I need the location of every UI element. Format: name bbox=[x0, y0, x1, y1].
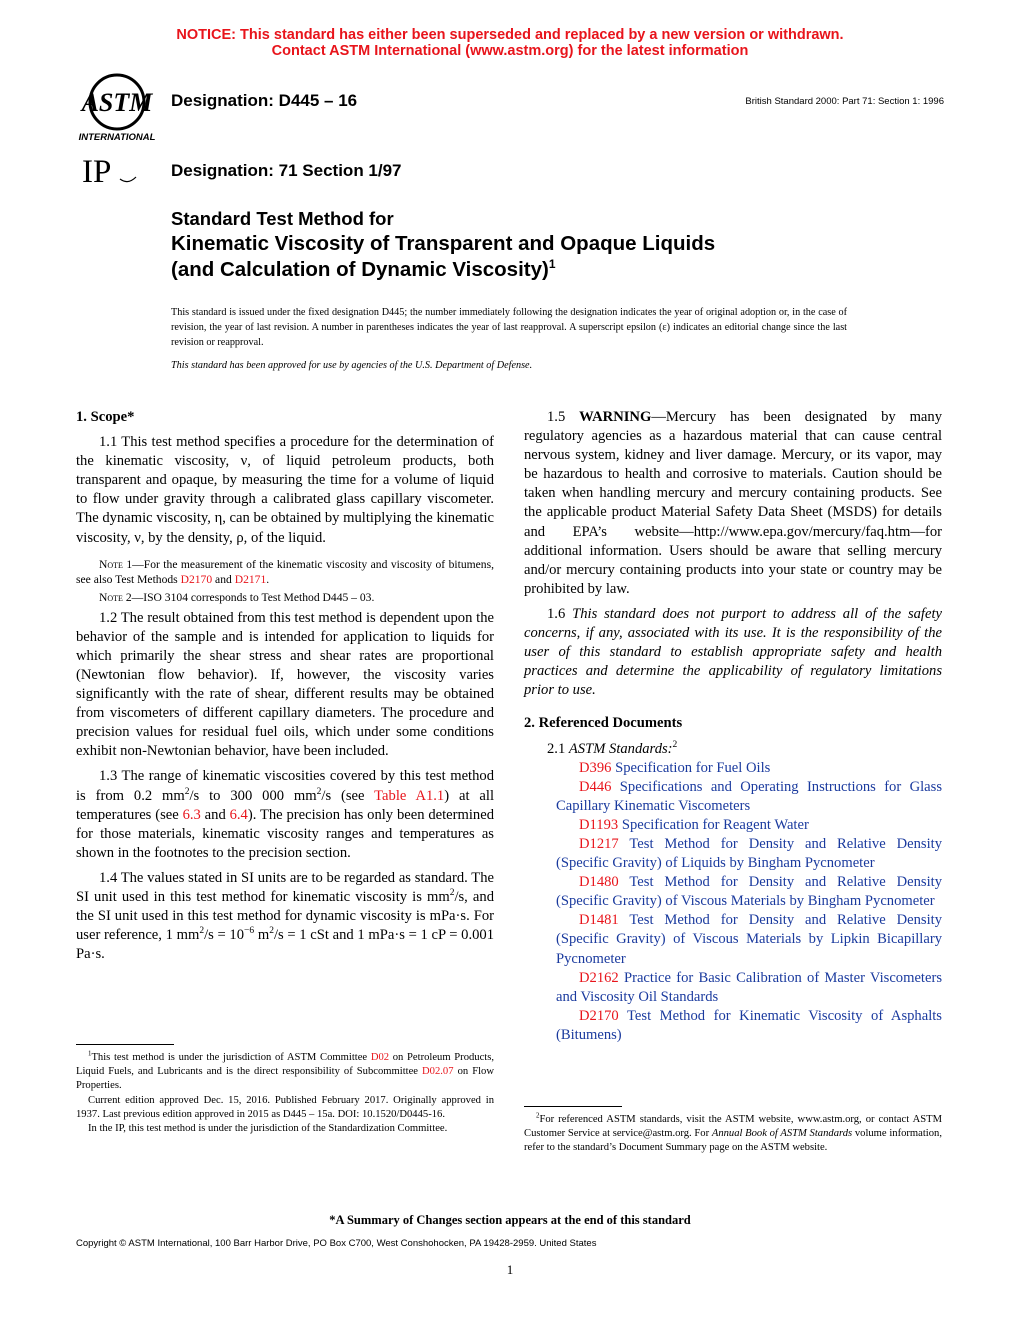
ref-item[interactable]: D1193 Specification for Reagent Water bbox=[579, 816, 809, 833]
ref-link-table-a1-1[interactable]: Table A1.1 bbox=[374, 787, 445, 804]
astm-logo-text: ASTM bbox=[81, 88, 153, 117]
scope-1-2: 1.2 The result obtained from this test method is dependent upon the behavior of the sample and is intended for application to liquids for which primarily the shear stress and shear rates are proportional (Newtonian flow behavior). If, however, the viscosity varies significantly with the rate of shear, different results may be obtained from viscometers of different capillary diameters. The procedure and precision values for residual fuel oils, which under some conditions exhibit non-Newtonian behavior, have been included. bbox=[76, 609, 494, 760]
footnote-rule-left bbox=[76, 1044, 174, 1045]
approved-text: This standard has been approved for use by agencies of the U.S. Department of Defense. bbox=[171, 360, 533, 371]
ref-item[interactable]: D1217 Test Method for Density and Relative Density (Specific Gravity) of Liquids by Bingham Pycnometer bbox=[556, 835, 942, 872]
title-line-2: Kinematic Viscosity of Transparent and Opaque Liquids bbox=[171, 232, 716, 255]
ref-item[interactable]: D1480 Test Method for Density and Relative Density (Specific Gravity) of Viscous Materials by Bingham Pycnometer bbox=[556, 874, 942, 910]
footnote-2 bbox=[524, 1113, 942, 1156]
ref-link-6-3[interactable]: 6.3 bbox=[182, 806, 201, 823]
ref-item[interactable]: D396 Specification for Fuel Oils bbox=[579, 759, 771, 776]
ref-link-d2170[interactable]: D2170 bbox=[180, 572, 213, 586]
ref-item[interactable]: D446 Specifications and Operating Instructions for Glass Capillary Kinematic Viscometers bbox=[556, 778, 942, 814]
footnote-1-p2: Current edition approved Dec. 15, 2016. Published February 2017. Originally approved in 1937. Last previous edition approved in 2015 as D445 – 15a. DOI: 10.1520/D0445-16. bbox=[76, 1094, 494, 1120]
scope-heading: 1. Scope* bbox=[76, 409, 135, 425]
astm-logo-sub: INTERNATIONAL bbox=[78, 132, 156, 143]
footnote-1-p3: In the IP, this test method is under the jurisdiction of the Standardization Committee. bbox=[88, 1123, 448, 1135]
notice-line-2: Contact ASTM International (www.astm.org) for the latest information bbox=[271, 43, 749, 59]
astm-standards-label: 2.1 ASTM Standards:$^2$ bbox=[547, 739, 678, 757]
right-column bbox=[524, 408, 942, 1045]
scope-1-3: 1.3 The range of kinematic viscosities covered by this test method is from 0.2 $mm^2/s$ to 300 000 $mm^2/s$ (see Table A1.1) at all temperatures (see 6.3 and 6.4). The precision has only been determined for those materials, kinematic viscosity ranges and temperatures as shown in the footnotes to the precision section. bbox=[76, 768, 495, 861]
referenced-documents-heading: 2. Referenced Documents bbox=[524, 715, 683, 732]
copyright: Copyright © ASTM International, 100 Barr Harbor Drive, PO Box C700, West Conshohocken, PA 19428-2959. United States bbox=[76, 1238, 597, 1249]
ref-link-6-4[interactable]: 6.4 bbox=[229, 806, 248, 823]
ref-link-d02[interactable]: D02 bbox=[370, 1052, 390, 1063]
title-line-3: (and Calculation of Dynamic Viscosity)$^1$ bbox=[171, 257, 556, 281]
note-2: Note 2—ISO 3104 corresponds to Test Method D445 – 03. bbox=[99, 590, 375, 604]
designation-astm: Designation: D445 – 16 bbox=[171, 91, 358, 110]
notice-line-1: NOTICE: This standard has either been superseded and replaced by a new version or withdrawn. bbox=[176, 27, 844, 43]
scope-1-6: 1.6 This standard does not purport to address all of the safety concerns, if any, associated with its use. It is the responsibility of the user of this standard to establish appropriate safety and health practices and determine the applicability of regulatory limitations prior to use. bbox=[524, 605, 942, 699]
astm-logo bbox=[74, 72, 160, 144]
note-1: Note 1—For the measurement of the kinematic viscosity and viscosity of bitumens, see also Test Methods D2170 and D2171. bbox=[76, 557, 494, 586]
ref-item[interactable]: D2162 Practice for Basic Calibration of Master Viscometers and Viscosity Oil Standards bbox=[556, 969, 942, 1005]
footnote-rule-right bbox=[524, 1106, 622, 1107]
footnote-1 bbox=[76, 1051, 494, 1136]
footnote-2-text: $^2$For referenced ASTM standards, visit the ASTM website, www.astm.org, or contact ASTM Customer Service at service@astm.org. For Annual Book of ASTM Standards volume information, refer to the standard’s Document Summary page on the ASTM website. bbox=[524, 1112, 942, 1154]
title-line-1: Standard Test Method for bbox=[171, 208, 394, 229]
page-title bbox=[171, 207, 715, 283]
designation-ip: Designation: 71 Section 1/97 bbox=[171, 161, 402, 180]
ref-item[interactable]: D2170 Test Method for Kinematic Viscosity of Asphalts (Bitumens) bbox=[556, 1007, 942, 1043]
left-column bbox=[76, 408, 494, 964]
ip-logo-text: IP bbox=[82, 154, 112, 190]
page-number: 1 bbox=[506, 1262, 514, 1277]
british-standard: British Standard 2000: Part 71: Section 1: 1996 bbox=[745, 96, 944, 107]
scope-1-1: 1.1 This test method specifies a procedure for the determination of the kinematic viscosity, ν, of liquid petroleum products, both transparent and opaque, by measuring the time for a volume of liquid to flow under gravity through a calibrated glass capillary viscometer. The dynamic viscosity, η, can be obtained by multiplying the kinematic viscosity, ν, by the density, ρ, of the liquid. bbox=[76, 434, 494, 546]
issued-text: This standard is issued under the fixed designation D445; the number immediately following the designation indicates the year of original adoption or, in the case of revision, the year of last revision. A number in parentheses indicates the year of last reapproval. A superscript epsilon (ε) indicates an editorial change since the last revision or reapproval. bbox=[171, 307, 847, 348]
referenced-list bbox=[524, 759, 942, 1045]
title-footnote-mark: 1 bbox=[548, 257, 556, 272]
scope-1-5-warning: 1.5 WARNING—Mercury has been designated by many regulatory agencies as a hazardous material that can cause central nervous system, kidney and liver damage. Mercury, or its vapor, may be hazardous to health and corrosive to materials. Caution should be taken when handling mercury and mercury containing products. See the applicable product Material Safety Data Sheet (MSDS) for details and EPA’s website—http://www.epa.gov/mercury/faq.htm—for additional information. Users should be aware that selling mercury and/or mercury containing products into your state or country may be prohibited by law. bbox=[524, 409, 943, 597]
ip-logo bbox=[80, 152, 140, 190]
scope-1-4: 1.4 The values stated in SI units are to be regarded as standard. The SI unit used in this test method for kinematic viscosity is $mm^2/s$, and the SI unit used in this test method for dynamic viscosity is mPa·s. For user reference, 1 $mm^2/s = 10^{-6}$ $m^2/s = 1$ cSt and 1 mPa·s = 1 cP = 0.001 Pa·s. bbox=[76, 869, 495, 963]
summary-note: *A Summary of Changes section appears at the end of this standard bbox=[329, 1213, 691, 1227]
ref-item[interactable]: D1481 Test Method for Density and Relative Density (Specific Gravity) of Viscous Materials by Lipkin Bicapillary Pycnometer bbox=[556, 912, 942, 967]
ref-link-d02-07[interactable]: D02.07 bbox=[422, 1066, 454, 1078]
footnote-1-p1: $^1$This test method is under the jurisdiction of ASTM Committee D02 on Petroleum Products, Liquid Fuels, and Lubricants and is the direct responsibility of Subcommittee D02.07 on Flow Properties. bbox=[76, 1050, 494, 1092]
ref-link-d2171[interactable]: D2171 bbox=[234, 572, 267, 586]
